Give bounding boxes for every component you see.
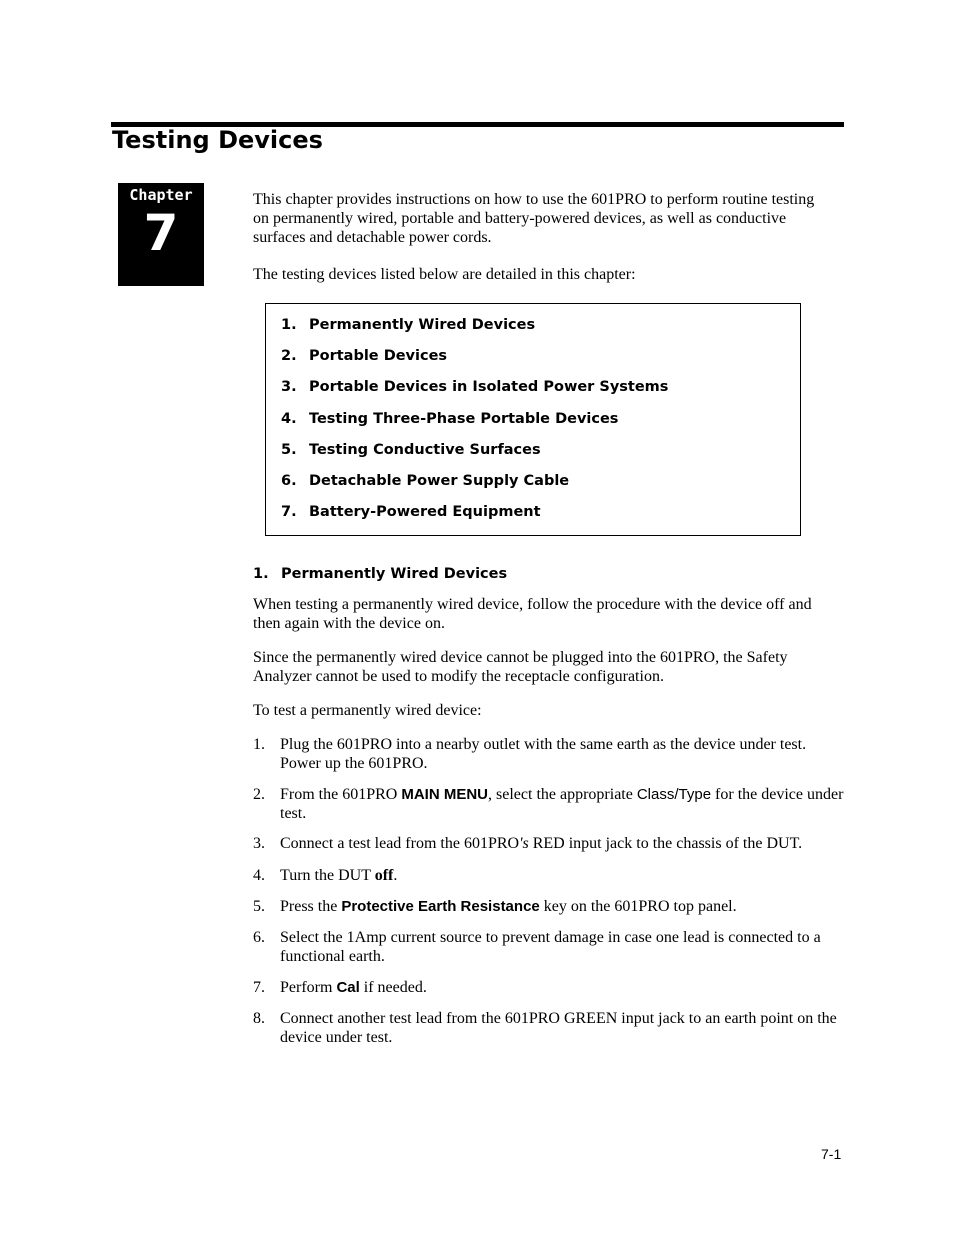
procedure-step bbox=[253, 1009, 845, 1047]
topic-item bbox=[281, 473, 668, 504]
chapter-title: Testing Devices bbox=[112, 126, 323, 154]
section-paragraph: When testing a permanently wired device, follow the procedure with the device off and then again with the device on. bbox=[253, 596, 812, 632]
section-heading bbox=[253, 566, 507, 582]
step-number: 4. bbox=[253, 867, 265, 884]
main-menu-term: MAIN MENU bbox=[401, 786, 489, 803]
procedure-step bbox=[253, 834, 845, 853]
topics-list bbox=[281, 317, 668, 535]
topic-item bbox=[281, 442, 668, 473]
step-number: 3. bbox=[253, 835, 265, 852]
possessive-suffix: 's bbox=[519, 835, 529, 852]
class-type-term: Class/Type bbox=[636, 786, 712, 803]
step-text bbox=[280, 785, 845, 823]
topic-item bbox=[281, 504, 668, 535]
procedure-step bbox=[253, 928, 845, 966]
topic-label: Battery-Powered Equipment bbox=[309, 504, 541, 521]
topic-label: Detachable Power Supply Cable bbox=[309, 472, 570, 489]
section-paragraph: To test a permanently wired device: bbox=[253, 702, 482, 719]
procedure-step bbox=[253, 785, 845, 823]
step-text-part: Turn the DUT bbox=[280, 867, 375, 884]
step-text-part: From the 601PRO bbox=[280, 786, 402, 803]
step-text-part: Press the bbox=[280, 898, 342, 915]
step-text bbox=[280, 866, 845, 885]
topics-box bbox=[265, 303, 801, 536]
step-text: Plug the 601PRO into a nearby outlet with the same earth as the device under test. Power up the 601PRO. bbox=[280, 736, 807, 772]
topic-item bbox=[281, 379, 668, 410]
step-number: 6. bbox=[253, 929, 265, 946]
step-number: 8. bbox=[253, 1010, 265, 1027]
topic-label: Portable Devices bbox=[309, 348, 448, 365]
off-term: off bbox=[374, 867, 394, 884]
protective-earth-key-term: Protective Earth Resistance bbox=[341, 898, 540, 915]
procedure-step bbox=[253, 978, 845, 997]
step-text-part: for the device under test. bbox=[280, 786, 844, 822]
step-text-part: Connect a test lead from the 601PRO bbox=[280, 835, 520, 852]
topic-number: 3. bbox=[281, 379, 297, 396]
step-text: Select the 1Amp current source to prevent damage in case one lead is connected to a functional earth. bbox=[280, 929, 821, 965]
topic-number: 6. bbox=[281, 472, 297, 489]
list-intro: The testing devices listed below are detailed in this chapter: bbox=[253, 266, 636, 283]
topic-label: Testing Three-Phase Portable Devices bbox=[309, 410, 619, 427]
chapter-badge bbox=[118, 183, 204, 286]
page-number: 7-1 bbox=[821, 1146, 842, 1162]
section-number: 1. bbox=[253, 566, 269, 582]
procedure-step bbox=[253, 866, 845, 885]
step-text bbox=[280, 897, 845, 916]
procedure-step bbox=[253, 735, 845, 773]
topic-number: 4. bbox=[281, 410, 297, 427]
step-text bbox=[280, 978, 845, 997]
section-paragraph: Since the permanently wired device cannot be plugged into the 601PRO, the Safety Analyzer cannot be used to modify the receptacle configuration. bbox=[253, 649, 788, 685]
step-text-part: RED input jack to the chassis of the DUT. bbox=[528, 835, 803, 852]
intro-paragraph: This chapter provides instructions on how to use the 601PRO to perform routine testing on permanently wired, portable and battery-powered devices, as well as conductive surfaces and detachable power cords. bbox=[253, 191, 815, 246]
step-number: 7. bbox=[253, 979, 265, 996]
step-text-part: Perform bbox=[280, 979, 337, 996]
topic-item bbox=[281, 317, 668, 348]
topic-label: Testing Conductive Surfaces bbox=[309, 441, 541, 458]
step-number: 2. bbox=[253, 786, 265, 803]
step-text-part: if needed. bbox=[359, 979, 427, 996]
step-text-part: , select the appropriate bbox=[488, 786, 637, 803]
chapter-number: 7 bbox=[143, 204, 179, 262]
step-number: 1. bbox=[253, 736, 265, 753]
step-text bbox=[280, 834, 845, 853]
step-text: Connect another test lead from the 601PRO GREEN input jack to an earth point on the device under test. bbox=[280, 1010, 837, 1046]
section-title: Permanently Wired Devices bbox=[281, 566, 508, 582]
chapter-label: Chapter bbox=[129, 186, 193, 204]
topic-number: 2. bbox=[281, 348, 297, 365]
step-number: 5. bbox=[253, 898, 265, 915]
topic-number: 5. bbox=[281, 441, 297, 458]
cal-term: Cal bbox=[336, 979, 360, 996]
step-text-part: key on the 601PRO top panel. bbox=[539, 898, 737, 915]
topic-item bbox=[281, 348, 668, 379]
topic-number: 7. bbox=[281, 504, 297, 521]
topic-item bbox=[281, 411, 668, 442]
procedure-step bbox=[253, 897, 845, 916]
step-text-part: . bbox=[393, 867, 398, 884]
topic-number: 1. bbox=[281, 317, 297, 333]
topic-label: Portable Devices in Isolated Power Systems bbox=[309, 379, 669, 396]
topic-label: Permanently Wired Devices bbox=[309, 317, 536, 333]
